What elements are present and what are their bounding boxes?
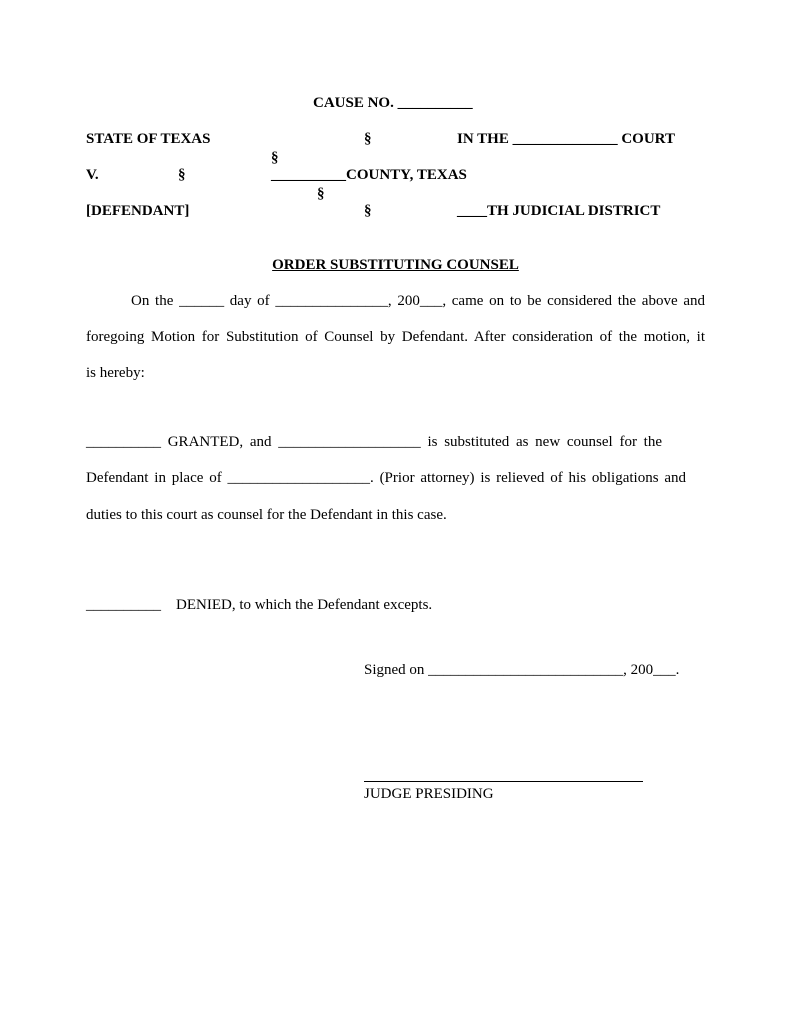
caption-county: __________COUNTY, TEXAS (271, 167, 467, 183)
caption-defendant: [DEFENDANT] (86, 203, 190, 219)
section-symbol: § (271, 150, 279, 166)
section-symbol: § (178, 167, 186, 183)
paragraph-line (86, 328, 705, 346)
caption-judicial-district: ____TH JUDICIAL DISTRICT (457, 203, 661, 219)
cause-number: CAUSE NO. __________ (313, 95, 473, 111)
signed-on-line: Signed on __________________________, 200___. (364, 662, 680, 678)
granted-line (86, 433, 662, 451)
granted-line (86, 469, 686, 487)
granted-text: duties to this court as counsel for the Defendant in this case. (86, 507, 447, 523)
judge-presiding-label: JUDGE PRESIDING (364, 786, 494, 802)
section-symbol: § (364, 131, 372, 147)
paragraph-line (86, 292, 705, 310)
caption-state-of-texas: STATE OF TEXAS (86, 131, 211, 147)
granted-text: Defendant in place of ___________________. (Prior attorney) is relieved of his obligations and (86, 470, 686, 486)
caption-versus: V. (86, 167, 99, 183)
paragraph-text: foregoing Motion for Substitution of Counsel by Defendant. After consideration of the motion, it (86, 329, 705, 345)
paragraph-text: On the ______ day of _______________, 200___, came on to be considered the above and (131, 293, 705, 309)
section-symbol: § (317, 186, 325, 202)
section-symbol: § (364, 203, 372, 219)
caption-court: IN THE ______________ COURT (457, 131, 675, 147)
granted-text: __________ GRANTED, and ___________________ is substituted as new counsel for the (86, 434, 662, 450)
denied-text: __________ DENIED, to which the Defendant excepts. (86, 597, 433, 613)
order-title: ORDER SUBSTITUTING COUNSEL (272, 257, 519, 273)
signature-line (364, 781, 643, 782)
paragraph-text: is hereby: (86, 365, 145, 381)
